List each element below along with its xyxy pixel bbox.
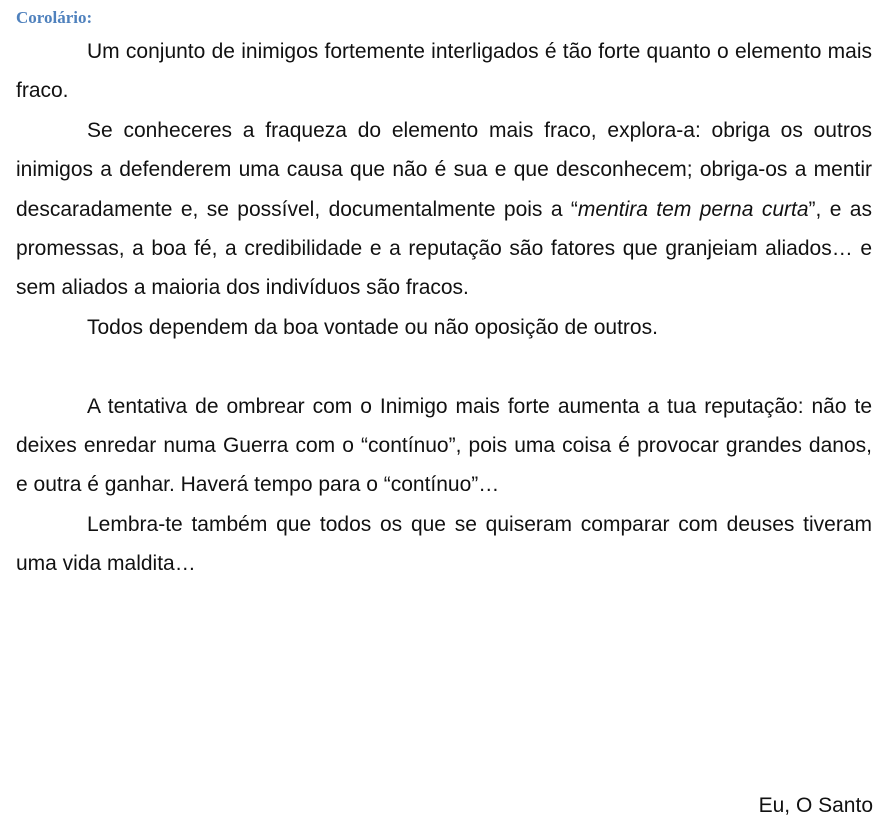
paragraph-4: A tentativa de ombrear com o Inimigo mais forte aumenta a tua reputação: não te deixes enredar numa Guerra com o “contínuo”, pois uma coisa é provocar grandes danos, e outra é ganhar. Haverá tempo para o “contínuo”… — [16, 394, 872, 497]
paragraph-5: Lembra-te também que todos os que se quiseram comparar com deuses tiveram uma vida maldita… — [16, 512, 872, 576]
section-heading: Corolário: — [16, 8, 93, 27]
paragraph-2-text-before: Se conheceres a fraqueza do elemento mais fraco, explora-a: obriga os outros inimigos a defenderem uma causa que não é sua e que desconhecem; obriga-os a mentir descaradamente e, se possível, documentalmente pois a “ — [16, 118, 872, 221]
paragraph-2 — [16, 111, 872, 308]
paragraph-1: Um conjunto de inimigos fortemente interligados é tão forte quanto o elemento mais fraco. — [16, 40, 872, 103]
paragraph-2-italic-quote: mentira tem perna curta — [577, 197, 809, 221]
paragraph-3: Todos dependem da boa vontade ou não oposição de outros. — [87, 315, 658, 339]
document-body — [16, 6, 872, 584]
paragraph-2-text-after: ”, e as promessas, a boa fé, a credibilidade e a reputação são fatores que granjeiam aliados… e sem aliados a maioria dos indivíduos são fracos. — [16, 197, 872, 300]
blank-line — [16, 347, 872, 386]
signature: Eu, O Santo — [758, 794, 873, 817]
